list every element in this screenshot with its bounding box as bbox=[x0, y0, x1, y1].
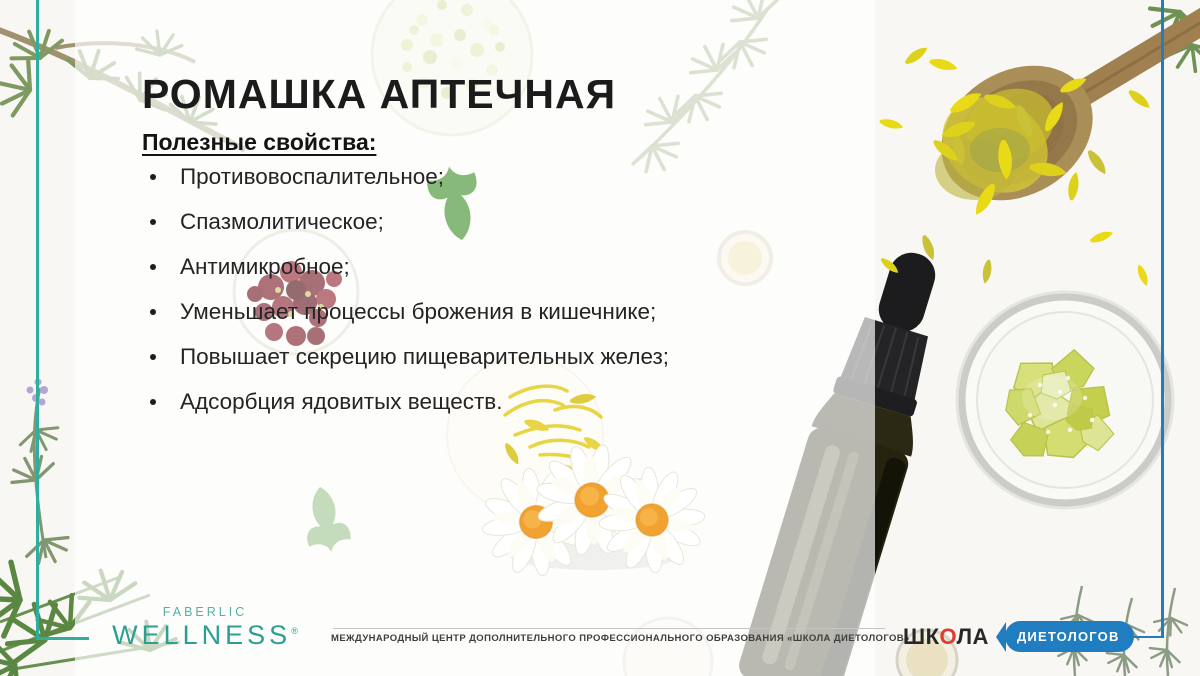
registered-mark: ® bbox=[291, 626, 298, 636]
bullet-text: Антимикробное; bbox=[180, 254, 350, 279]
bullet-dot-icon bbox=[150, 174, 156, 180]
shkola-part1: ШК bbox=[903, 623, 940, 649]
benefits-list bbox=[142, 164, 669, 434]
wellness-wordmark: WELLNESS bbox=[112, 620, 292, 650]
shkola-part2: ЛА bbox=[956, 623, 989, 649]
footer-caption: МЕЖДУНАРОДНЫЙ ЦЕНТР ДОПОЛНИТЕЛЬНОГО ПРОФЕССИОНАЛЬНОГО ОБРАЗОВАНИЯ «ШКОЛА ДИЕТОЛОГОВ» bbox=[331, 633, 910, 644]
bullet-dot-icon bbox=[150, 399, 156, 405]
wellness-text bbox=[110, 620, 300, 651]
bullet-text: Уменьшает процессы брожения в кишечнике; bbox=[180, 299, 657, 324]
faberlic-text: FABERLIC bbox=[162, 605, 248, 619]
teal-frame-line-vertical bbox=[36, 0, 39, 640]
red-letter-o-icon: О bbox=[939, 623, 957, 649]
list-item bbox=[142, 254, 669, 299]
bullet-dot-icon bbox=[150, 219, 156, 225]
dietologov-banner: ДИЕТОЛОГОВ bbox=[1005, 621, 1134, 652]
bullet-dot-icon bbox=[150, 264, 156, 270]
bullet-dot-icon bbox=[150, 309, 156, 315]
list-item bbox=[142, 299, 669, 344]
bullet-text: Противовоспалительное; bbox=[180, 164, 445, 189]
bullet-text: Повышает секрецию пищеварительных желез; bbox=[180, 344, 670, 369]
page-title: РОМАШКА АПТЕЧНАЯ bbox=[142, 71, 617, 118]
list-item bbox=[142, 389, 669, 434]
shkola-wordmark bbox=[903, 624, 989, 650]
school-dietologov-logo bbox=[903, 621, 1134, 652]
bullet-dot-icon bbox=[150, 354, 156, 360]
bullet-text: Спазмолитическое; bbox=[180, 209, 384, 234]
faberlic-wellness-logo bbox=[110, 605, 300, 651]
teal-frame-line-horizontal bbox=[36, 637, 89, 640]
footer-divider-line bbox=[333, 628, 885, 629]
bullet-text: Адсорбция ядовитых веществ. bbox=[180, 389, 503, 414]
list-item bbox=[142, 209, 669, 254]
list-item bbox=[142, 164, 669, 209]
list-item bbox=[142, 344, 669, 389]
blue-frame-line-vertical bbox=[1161, 0, 1164, 638]
section-heading: Полезные свойства: bbox=[142, 129, 377, 155]
